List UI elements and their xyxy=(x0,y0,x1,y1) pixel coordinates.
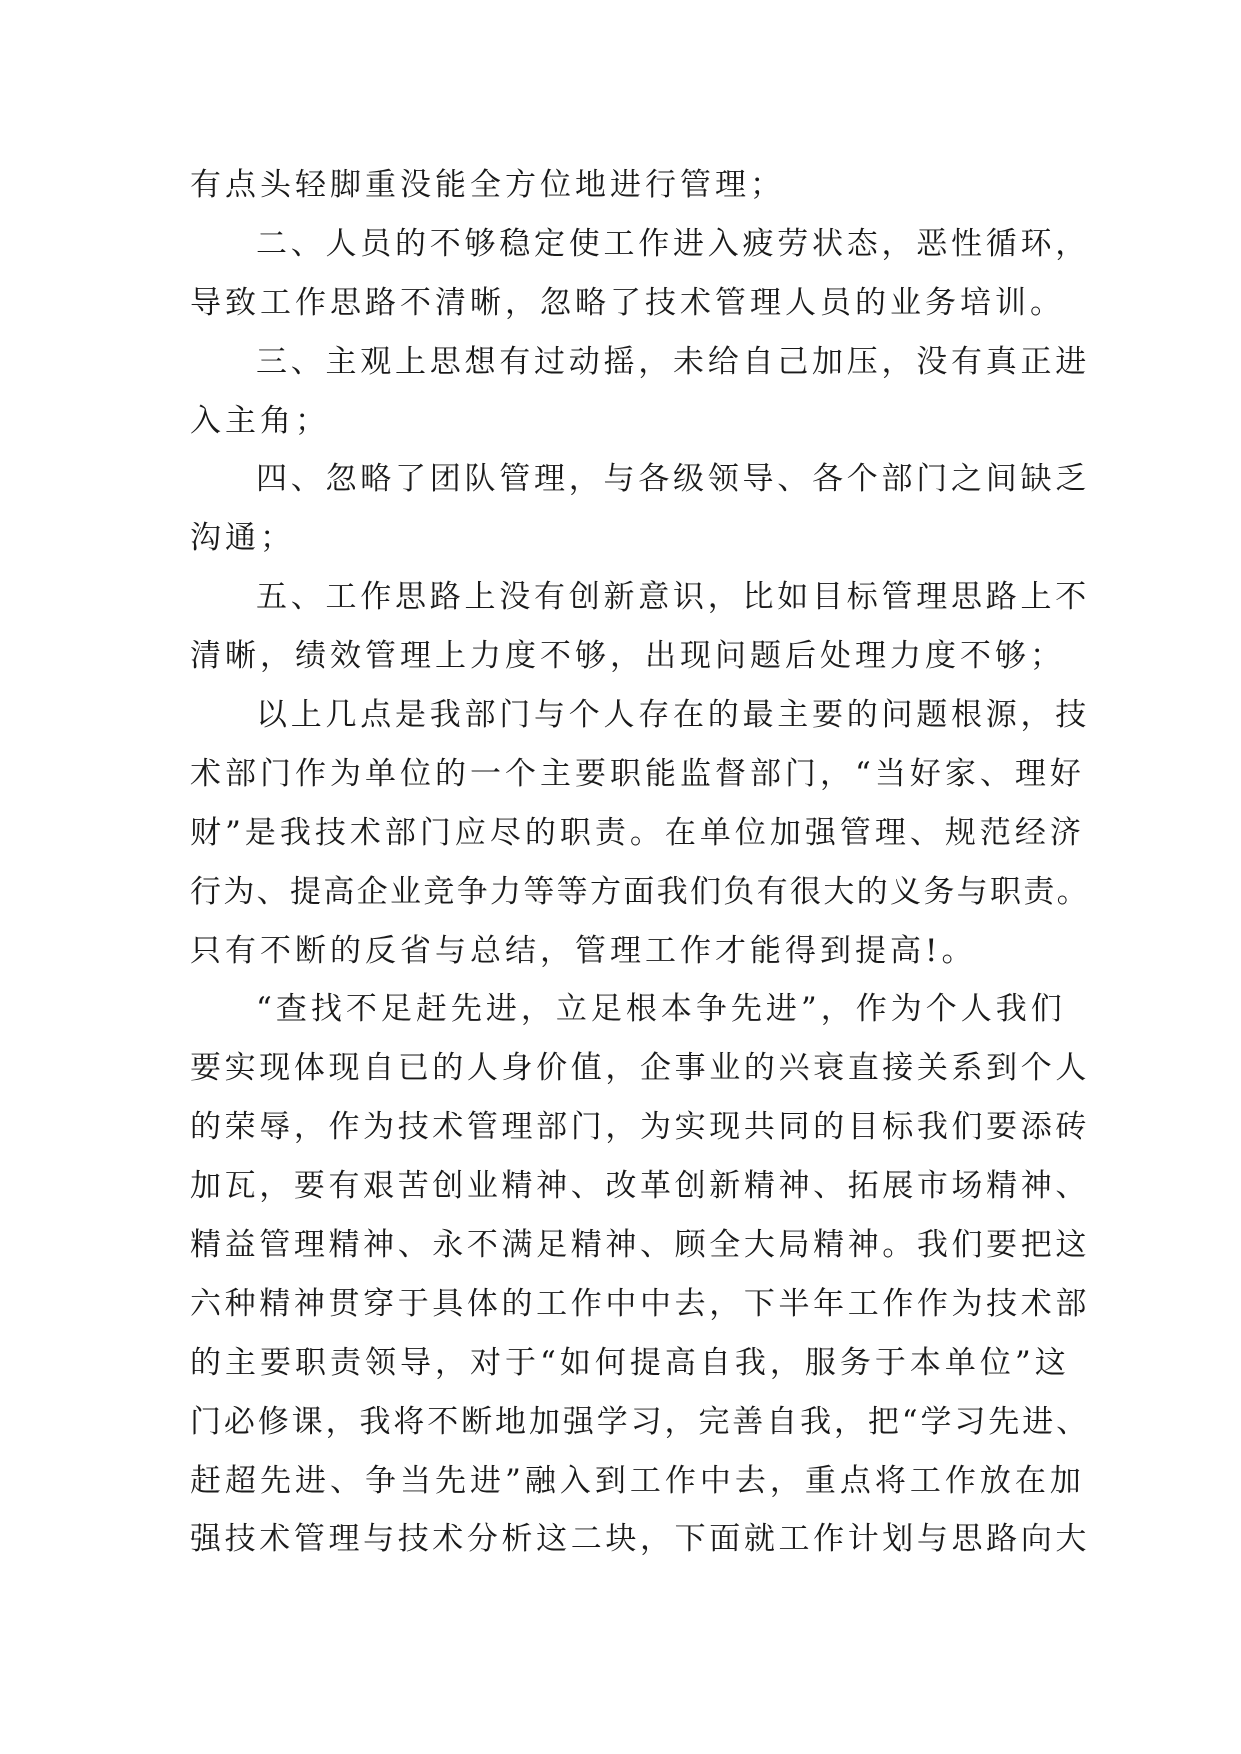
text-line: 的荣辱，作为技术管理部门，为实现共同的目标我们要添砖 xyxy=(190,1109,1090,1146)
paragraph-point-three xyxy=(190,333,1090,451)
text-line: 强技术管理与技术分析这二块，下面就工作计划与思路向大 xyxy=(190,1521,1090,1558)
text-line: 导致工作思路不清晰，忽略了技术管理人员的业务培训。 xyxy=(190,284,1065,321)
text-line: 入主角； xyxy=(190,402,330,439)
document-body xyxy=(190,156,1090,1569)
text-line: 沟通； xyxy=(190,520,295,557)
text-line: 财”是我技术部门应尽的职责。在单位加强管理、规范经济 xyxy=(190,814,1085,851)
paragraph-summary xyxy=(190,686,1090,980)
paragraph-point-five xyxy=(190,568,1090,686)
paragraph-plan xyxy=(190,980,1090,1569)
text-line: 精益管理精神、永不满足精神、顾全大局精神。我们要把这 xyxy=(190,1227,1090,1264)
paragraph-continuation xyxy=(190,156,1090,215)
text-line: 只有不断的反省与总结，管理工作才能得到提高!。 xyxy=(190,932,977,969)
paragraph-point-two xyxy=(190,215,1090,333)
text-line: 有点头轻脚重没能全方位地进行管理； xyxy=(190,167,785,203)
text-line: 六种精神贯穿于具体的工作中中去，下半年工作作为技术部 xyxy=(190,1285,1090,1322)
text-line: 五、工作思路上没有创新意识，比如目标管理思路上不 xyxy=(256,579,1090,616)
text-line: 行为、提高企业竞争力等等方面我们负有很大的义务与职责。 xyxy=(190,873,1090,910)
text-line: 赶超先进、争当先进”融入到工作中去，重点将工作放在加 xyxy=(190,1462,1085,1499)
text-line: 二、人员的不够稳定使工作进入疲劳状态，恶性循环， xyxy=(256,225,1090,262)
text-line: 清晰，绩效管理上力度不够，出现问题后处理力度不够； xyxy=(190,638,1065,675)
text-line: 术部门作为单位的一个主要职能监督部门，“当好家、理好 xyxy=(190,755,1085,792)
paragraph-point-four xyxy=(190,450,1090,568)
text-line: 要实现体现自已的人身价值，企事业的兴衰直接关系到个人 xyxy=(190,1050,1090,1087)
text-line: “查找不足赶先进，立足根本争先进”，作为个人我们 xyxy=(256,991,1066,1028)
text-line: 加瓦，要有艰苦创业精神、改革创新精神、拓展市场精神、 xyxy=(190,1168,1090,1205)
text-line: 门必修课，我将不断地加强学习，完善自我，把“学习先进、 xyxy=(190,1403,1090,1440)
text-line: 的主要职责领导，对于“如何提高自我，服务于本单位”这 xyxy=(190,1344,1070,1381)
text-line: 四、忽略了团队管理，与各级领导、各个部门之间缺乏 xyxy=(256,461,1090,498)
text-line: 三、主观上思想有过动摇，未给自己加压，没有真正进 xyxy=(256,343,1090,380)
text-line: 以上几点是我部门与个人存在的最主要的问题根源，技 xyxy=(256,697,1090,734)
